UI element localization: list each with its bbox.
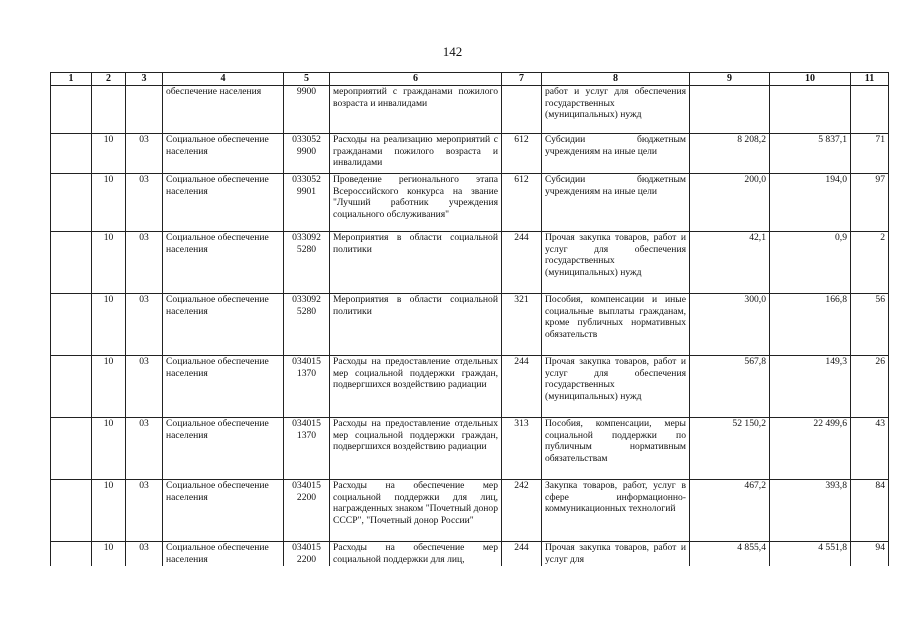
column-header: 3 <box>126 73 163 86</box>
cell-target-code: 034015 2200 <box>284 480 330 542</box>
cell-target-code: 034015 2200 <box>284 542 330 566</box>
cell-amount-fact: 166,8 <box>770 294 851 356</box>
cell-col-1 <box>51 542 92 566</box>
cell-subsection: 03 <box>126 418 163 480</box>
cell-col-1 <box>51 294 92 356</box>
cell-section-name: Социальное обеспечение населения <box>163 542 284 566</box>
cell-section-name: Социальное обеспечение населения <box>163 134 284 174</box>
cell-amount-plan: 52 150,2 <box>690 418 770 480</box>
cell-expense-name: работ и услуг для обеспечения государственных (муниципальных) нужд <box>542 86 690 134</box>
cell-section <box>92 86 126 134</box>
cell-col-1 <box>51 174 92 232</box>
cell-description: Мероприятия в области социальной политики <box>330 232 502 294</box>
cell-amount-plan: 42,1 <box>690 232 770 294</box>
cell-col-1 <box>51 480 92 542</box>
cell-description: Проведение регионального этапа Всероссийского конкурса на звание "Лучший работник учреждения социального обслуживания" <box>330 174 502 232</box>
cell-subsection: 03 <box>126 480 163 542</box>
cell-amount-fact: 194,0 <box>770 174 851 232</box>
cell-target-code: 9900 <box>284 86 330 134</box>
cell-expense-name: Закупка товаров, работ, услуг в сфере информационно-коммуникационных технологий <box>542 480 690 542</box>
cell-percent: 26 <box>851 356 889 418</box>
cell-amount-plan: 300,0 <box>690 294 770 356</box>
cell-amount-plan: 567,8 <box>690 356 770 418</box>
cell-expense-type: 244 <box>502 356 542 418</box>
table-row <box>51 356 889 418</box>
cell-expense-type: 242 <box>502 480 542 542</box>
cell-percent <box>851 86 889 134</box>
cell-amount-fact <box>770 86 851 134</box>
cell-col-1 <box>51 232 92 294</box>
cell-target-code: 034015 1370 <box>284 356 330 418</box>
budget-table <box>50 72 889 566</box>
cell-percent: 94 <box>851 542 889 566</box>
cell-section: 10 <box>92 480 126 542</box>
cell-subsection: 03 <box>126 294 163 356</box>
table-row <box>51 232 889 294</box>
cell-expense-name: Пособия, компенсации, меры социальной поддержки по публичным нормативным обязательствам <box>542 418 690 480</box>
cell-target-code: 033052 9901 <box>284 174 330 232</box>
cell-target-code: 033052 9900 <box>284 134 330 174</box>
cell-subsection: 03 <box>126 356 163 418</box>
column-header: 8 <box>542 73 690 86</box>
cell-amount-fact: 22 499,6 <box>770 418 851 480</box>
cell-description: Расходы на обеспечение мер социальной поддержки для лиц, <box>330 542 502 566</box>
cell-section: 10 <box>92 418 126 480</box>
cell-expense-name: Пособия, компенсации и иные социальные выплаты гражданам, кроме публичных нормативных обязательств <box>542 294 690 356</box>
cell-col-1 <box>51 86 92 134</box>
cell-section-name: Социальное обеспечение населения <box>163 294 284 356</box>
cell-section: 10 <box>92 134 126 174</box>
cell-amount-fact: 4 551,8 <box>770 542 851 566</box>
cell-percent: 97 <box>851 174 889 232</box>
cell-expense-type: 244 <box>502 542 542 566</box>
cell-amount-plan: 4 855,4 <box>690 542 770 566</box>
cell-expense-name: Субсидии бюджетным учреждениям на иные цели <box>542 134 690 174</box>
cell-section: 10 <box>92 232 126 294</box>
cell-amount-fact: 0,9 <box>770 232 851 294</box>
cell-percent: 56 <box>851 294 889 356</box>
column-header: 6 <box>330 73 502 86</box>
cell-expense-type: 612 <box>502 134 542 174</box>
cell-expense-type: 321 <box>502 294 542 356</box>
cell-target-code: 033092 5280 <box>284 294 330 356</box>
cell-amount-plan: 200,0 <box>690 174 770 232</box>
table-row <box>51 294 889 356</box>
cell-section-name: Социальное обеспечение населения <box>163 174 284 232</box>
column-header: 7 <box>502 73 542 86</box>
cell-amount-fact: 393,8 <box>770 480 851 542</box>
cell-section-name: Социальное обеспечение населения <box>163 356 284 418</box>
cell-subsection <box>126 86 163 134</box>
cell-amount-plan <box>690 86 770 134</box>
cell-section-name: Социальное обеспечение населения <box>163 418 284 480</box>
cell-amount-fact: 149,3 <box>770 356 851 418</box>
table-row <box>51 134 889 174</box>
cell-expense-name: Прочая закупка товаров, работ и услуг для обеспечения государственных (муниципальных) нужд <box>542 356 690 418</box>
cell-expense-name: Прочая закупка товаров, работ и услуг для <box>542 542 690 566</box>
column-header: 1 <box>51 73 92 86</box>
cell-expense-type: 244 <box>502 232 542 294</box>
cell-col-1 <box>51 356 92 418</box>
cell-section-name: Социальное обеспечение населения <box>163 480 284 542</box>
column-header: 5 <box>284 73 330 86</box>
cell-section: 10 <box>92 542 126 566</box>
cell-percent: 71 <box>851 134 889 174</box>
cell-section: 10 <box>92 356 126 418</box>
column-header: 10 <box>770 73 851 86</box>
cell-section-name: Социальное обеспечение населения <box>163 232 284 294</box>
table-row <box>51 174 889 232</box>
cell-amount-fact: 5 837,1 <box>770 134 851 174</box>
cell-amount-plan: 8 208,2 <box>690 134 770 174</box>
cell-expense-type: 612 <box>502 174 542 232</box>
table-row <box>51 86 889 134</box>
cell-percent: 2 <box>851 232 889 294</box>
cell-description: Расходы на реализацию мероприятий с гражданами пожилого возраста и инвалидами <box>330 134 502 174</box>
page-number: 142 <box>442 44 463 59</box>
cell-amount-plan: 467,2 <box>690 480 770 542</box>
cell-subsection: 03 <box>126 174 163 232</box>
column-header: 4 <box>163 73 284 86</box>
cell-subsection: 03 <box>126 542 163 566</box>
cell-section-name: обеспечение населения <box>163 86 284 134</box>
cell-expense-name: Субсидии бюджетным учреждениям на иные цели <box>542 174 690 232</box>
cell-description: мероприятий с гражданами пожилого возраста и инвалидами <box>330 86 502 134</box>
table-row <box>51 480 889 542</box>
table-row <box>51 542 889 566</box>
cell-expense-name: Прочая закупка товаров, работ и услуг для обеспечения государственных (муниципальных) нужд <box>542 232 690 294</box>
column-header: 9 <box>690 73 770 86</box>
cell-section: 10 <box>92 294 126 356</box>
cell-description: Расходы на предоставление отдельных мер социальной поддержки граждан, подвергшихся воздействию радиации <box>330 356 502 418</box>
header-row <box>51 73 889 86</box>
cell-expense-type: 313 <box>502 418 542 480</box>
cell-description: Расходы на предоставление отдельных мер социальной поддержки граждан, подвергшихся воздействию радиации <box>330 418 502 480</box>
cell-target-code: 034015 1370 <box>284 418 330 480</box>
cell-subsection: 03 <box>126 232 163 294</box>
cell-expense-type <box>502 86 542 134</box>
cell-section: 10 <box>92 174 126 232</box>
cell-percent: 84 <box>851 480 889 542</box>
column-header: 2 <box>92 73 126 86</box>
table-row <box>51 418 889 480</box>
cell-col-1 <box>51 418 92 480</box>
cell-target-code: 033092 5280 <box>284 232 330 294</box>
cell-subsection: 03 <box>126 134 163 174</box>
cell-description: Мероприятия в области социальной политики <box>330 294 502 356</box>
column-header: 11 <box>851 73 889 86</box>
cell-percent: 43 <box>851 418 889 480</box>
cell-col-1 <box>51 134 92 174</box>
cell-description: Расходы на обеспечение мер социальной поддержки для лиц, награжденных знаком "Почетный донор СССР", "Почетный донор России" <box>330 480 502 542</box>
